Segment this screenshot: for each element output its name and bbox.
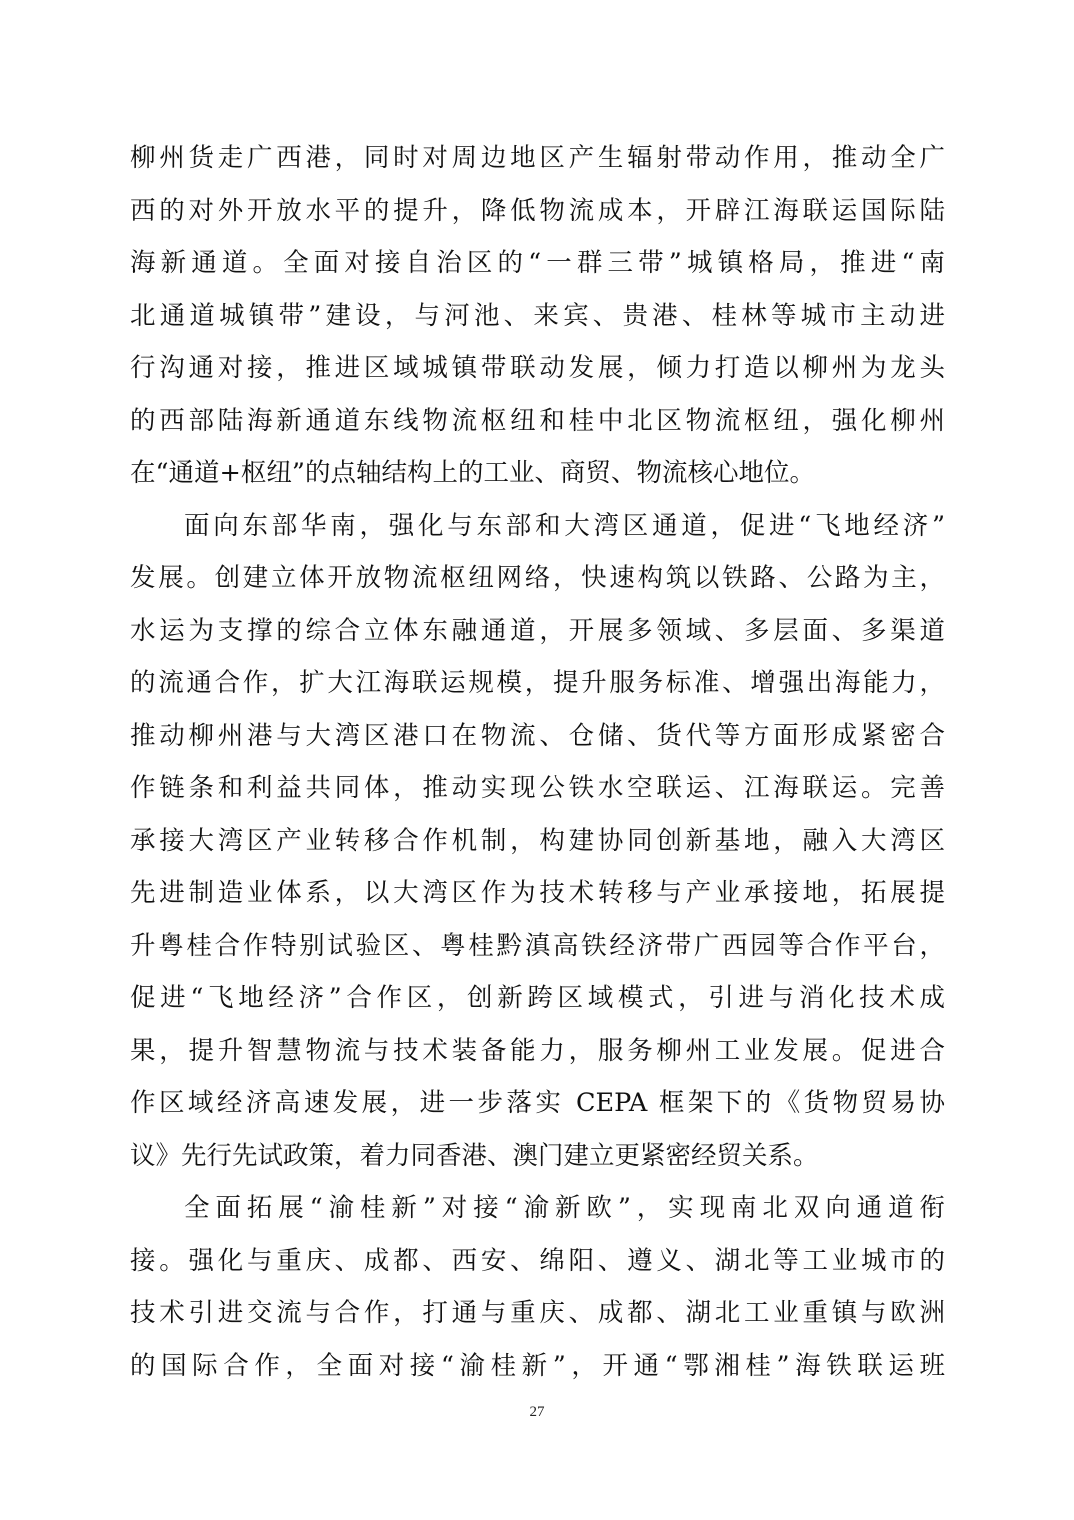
text-line: 海新通道。全面对接自治区的“一群三带”城镇格局，推进“南 <box>130 248 945 278</box>
paragraph-2 <box>130 500 945 1183</box>
text-line: 面向东部华南，强化与东部和大湾区通道，促进“飞地经济” <box>184 510 945 541</box>
text-line: 柳州货走广西港，同时对周边地区产生辐射带动作用，推动全广 <box>130 143 945 173</box>
text-line: 的流通合作，扩大江海联运规模，提升服务标准、增强出海能力， <box>130 668 945 698</box>
text-line: 果，提升智慧物流与技术装备能力，服务柳州工业发展。促进合 <box>130 1035 945 1066</box>
text-line: 的西部陆海新通道东线物流枢纽和桂中北区物流枢纽，强化柳州 <box>130 405 945 436</box>
text-line: 在“通道+枢纽”的点轴结构上的工业、商贸、物流核心地位。 <box>130 458 815 488</box>
text-line: 北通道城镇带”建设，与河池、来宾、贵港、桂林等城市主动进 <box>130 300 945 331</box>
text-line: 西的对外开放水平的提升，降低物流成本，开辟江海联运国际陆 <box>130 195 945 226</box>
text-line: 发展。创建立体开放物流枢纽网络，快速构筑以铁路、公路为主， <box>130 563 945 593</box>
text-line: 议》先行先试政策，着力同香港、澳门建立更紧密经贸关系。 <box>130 1140 819 1171</box>
text-line: 升粤桂合作特别试验区、粤桂黔滇高铁经济带广西园等合作平台， <box>130 930 945 961</box>
page-number: 27 <box>529 1404 545 1420</box>
text-line: 先进制造业体系，以大湾区作为技术转移与产业承接地，拓展提 <box>130 878 945 908</box>
text-line: 推动柳州港与大湾区港口在物流、仓储、货代等方面形成紧密合 <box>130 720 945 751</box>
text-line: 作链条和利益共同体，推动实现公铁水空联运、江海联运。完善 <box>130 773 945 803</box>
text-line: 技术引进交流与合作，打通与重庆、成都、湖北工业重镇与欧洲 <box>130 1298 945 1328</box>
text-line: 作区域经济高速发展，进一步落实 CEPA 框架下的《货物贸易协 <box>130 1088 945 1118</box>
text-line: 促进“飞地经济”合作区，创新跨区域模式，引进与消化技术成 <box>130 983 945 1013</box>
paragraph-1 <box>130 132 945 500</box>
text-line: 全面拓展“渝桂新”对接“渝新欧”，实现南北双向通道衔 <box>184 1193 945 1223</box>
document-body <box>130 132 945 1392</box>
text-line: 行沟通对接，推进区域城镇带联动发展，倾力打造以柳州为龙头 <box>130 353 945 383</box>
text-line: 承接大湾区产业转移合作机制，构建协同创新基地，融入大湾区 <box>130 825 945 856</box>
paragraph-3 <box>130 1182 945 1392</box>
text-line: 接。强化与重庆、成都、西安、绵阳、遵义、湖北等工业城市的 <box>130 1245 945 1276</box>
text-line: 水运为支撑的综合立体东融通道，开展多领域、多层面、多渠道 <box>130 615 945 646</box>
text-line: 的国际合作，全面对接“渝桂新”，开通“鄂湘桂”海铁联运班 <box>130 1350 945 1381</box>
